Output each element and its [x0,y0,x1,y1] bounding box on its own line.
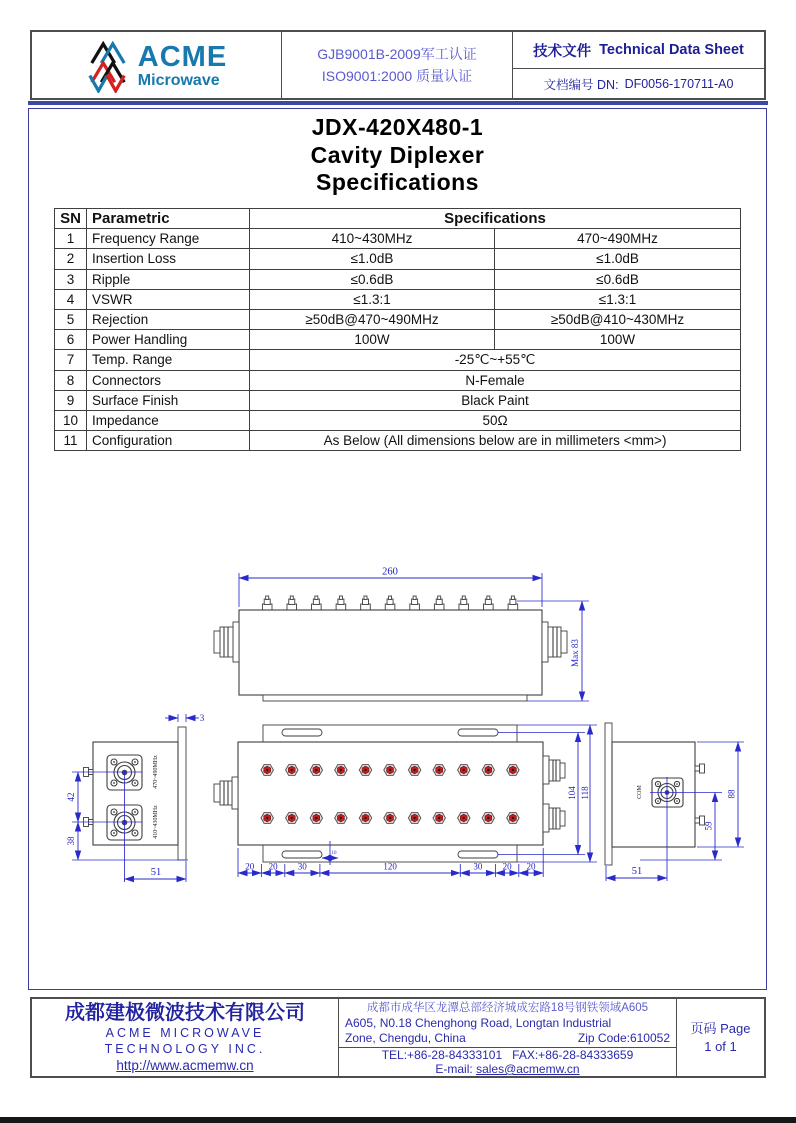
certification-line-2: ISO9001:2000 质量认证 [321,68,473,84]
table-cell: 1 [55,229,87,249]
dim-height-88: 88 [726,789,737,799]
side-view [214,567,589,702]
table-cell: Impedance [87,410,250,430]
footer-tel-email [339,1048,676,1076]
n-connector-out-1 [543,756,565,784]
dim-chain-20c: 20 [502,861,512,872]
table-cell: 10 [55,410,87,430]
table-cell: 100W [495,330,741,350]
table-cell: Connectors [87,370,250,390]
dim-height-104: 104 [567,786,577,800]
table-cell: 11 [55,431,87,451]
page-value: 1 of 1 [704,1038,737,1054]
table-cell: Black Paint [250,390,741,410]
tuning-screw-hex [507,765,519,776]
company-name-en-1: ACME MICROWAVE [105,1025,265,1040]
right-end-view [605,723,744,881]
table-row [55,431,741,451]
website-link[interactable]: http://www.acmemw.cn [116,1057,254,1073]
tuning-screw-hex [458,765,470,776]
table-row [55,390,741,410]
doc-number-row [513,69,764,98]
table-row [55,309,741,329]
table-cell: As Below (All dimensions below are in millimeters <mm>) [250,431,741,451]
dim-width-51-right: 51 [631,866,643,877]
tuning-screw-side [484,596,494,610]
tuning-screw-side [262,596,272,610]
address-zh: 成都市成华区龙潭总部经济城成宏路18号钢铁领域A605 [366,1001,649,1014]
tuning-screw-hex [310,813,322,824]
table-cell: 100W [250,330,495,350]
logo-subtitle: Microwave [137,71,220,89]
plan-view [214,725,597,877]
email-label: E-mail: [435,1062,473,1076]
header-accent-band [28,101,768,105]
table-cell: ≥50dB@470~490MHz [250,309,495,329]
page-title [28,114,767,197]
title-product: Cavity Diplexer [310,141,485,168]
tuning-screw-hex [286,765,298,776]
dim-chain-30a: 30 [297,861,307,872]
tuning-screw-hex [458,813,470,824]
dim-chain-20b: 20 [268,861,278,872]
port-label-470-490: 470~490MHz [153,755,159,789]
tuning-screw-hex [482,813,494,824]
page-label: 页码 Page [690,1020,751,1036]
table-row [55,370,741,390]
table-row [55,269,741,289]
footer-address [339,999,676,1048]
side-view-screws [262,596,517,610]
dim-height-max83: Max 83 [570,639,580,667]
table-cell: Frequency Range [87,229,250,249]
table-cell: 7 [55,350,87,370]
dim-width-51-left: 51 [150,867,162,878]
table-cell: Ripple [87,269,250,289]
doc-number: DF0056-170711-A0 [624,76,734,91]
tuning-screw-hex [408,813,420,824]
zip-code: Zip Code:610052 [577,1030,670,1045]
dim-height-118: 118 [580,786,590,800]
tel-fax-row [339,1048,676,1062]
table-cell: -25℃~+55℃ [250,350,741,370]
dim-chain-20a: 20 [245,861,255,872]
company-name-zh: 成都建极微波技术有限公司 [65,1001,305,1024]
email-row [339,1062,676,1076]
table-cell: 50Ω [250,410,741,430]
dim-plate-3: 3 [199,713,205,723]
doc-title [513,32,764,69]
tuning-screw-side [508,596,518,610]
dim-spacing-42: 42 [66,792,76,802]
tuning-screw-hex [359,765,371,776]
dim-slot: 10 [331,851,337,856]
footer-contact [338,999,677,1076]
logo-brand: ACME [137,40,228,73]
dim-chain-30b: 30 [473,861,483,872]
table-row [55,410,741,430]
left-end-view [66,713,205,882]
page-bottom-edge [0,1117,796,1123]
header [30,30,766,100]
doc-title-zh: 技术文件 [533,43,592,60]
dim-width-260: 260 [382,566,398,578]
table-cell: 9 [55,390,87,410]
title-model: JDX-420X480-1 [311,114,484,140]
table-cell: 8 [55,370,87,390]
table-cell: ≤1.0dB [495,249,741,269]
table-row [55,330,741,350]
port-label-410-430: 410~430MHz [153,805,159,839]
side-screw-icons [84,768,94,827]
col-header-sn: SN [55,209,87,229]
port-label-com: COM [637,785,643,799]
n-connector-right [542,622,567,662]
tuning-screw-hex [433,765,445,776]
certifications [281,32,513,98]
email-link[interactable]: sales@acmemw.cn [476,1062,580,1076]
dim-lower-59: 59 [703,821,714,831]
table-row [55,289,741,309]
tuning-screw-hex [286,813,298,824]
tuning-screw-hex [482,765,494,776]
fax: FAX:+86-28-84333659 [512,1048,634,1062]
table-cell: Surface Finish [87,390,250,410]
table-cell: ≤1.3:1 [495,289,741,309]
n-connector-left [214,622,239,662]
footer [30,997,766,1078]
doc-number-label: 文档编号 DN: [543,77,619,92]
table-row [55,350,741,370]
table-cell: 470~490MHz [495,229,741,249]
address-en-2-row [345,1031,670,1046]
tuning-screw-side [312,596,322,610]
table-cell: 2 [55,249,87,269]
table-cell: 6 [55,330,87,350]
tuning-screw-side [336,596,346,610]
footer-page [677,999,764,1076]
tuning-screw-hex [384,813,396,824]
table-cell: ≥50dB@410~430MHz [495,309,741,329]
table-cell: Configuration [87,431,250,451]
address-en-1: A605, N0.18 Chenghong Road, Longtan Industrial [345,1015,612,1030]
title-doc-type: Specifications [316,169,479,195]
tuning-screw-hex [261,813,273,824]
tuning-screw-side [434,596,444,610]
doc-info [513,32,764,98]
spec-table [54,208,741,451]
tuning-screw-hex [408,765,420,776]
logo-text [138,42,227,89]
certification-line-1: GJB9001B-2009军工认证 [317,46,477,62]
table-cell: 5 [55,309,87,329]
dim-chain-120: 120 [383,861,397,872]
table-row [55,249,741,269]
tuning-screw-hex [359,813,371,824]
side-screw-icons-right [695,764,705,825]
tuning-screw-side [287,596,297,610]
tuning-screw-hex [507,813,519,824]
n-connector-out-2 [543,804,565,832]
dim-chain-20d: 20 [526,861,536,872]
tuning-screw-hex [310,765,322,776]
table-cell: 410~430MHz [250,229,495,249]
outline-drawing [55,560,755,900]
table-row [55,229,741,249]
tuning-screw-side [410,596,420,610]
acme-logo-icon [86,37,130,93]
logo [32,32,281,98]
table-cell: N-Female [250,370,741,390]
tuning-screw-side [361,596,371,610]
table-header-row [55,209,741,229]
tuning-screw-hex [433,813,445,824]
col-header-specifications: Specifications [250,209,741,229]
table-cell: ≤1.3:1 [250,289,495,309]
table-cell: ≤0.6dB [495,269,741,289]
dim-lower-38: 38 [66,836,76,846]
tuning-screw-side [459,596,469,610]
table-cell: 3 [55,269,87,289]
table-cell: Rejection [87,309,250,329]
doc-title-en: Technical Data Sheet [599,42,744,58]
table-cell: Insertion Loss [87,249,250,269]
address-en-2: Zone, Chengdu, China [345,1030,466,1045]
tuning-screw-hex [261,765,273,776]
footer-company [32,999,338,1076]
table-cell: VSWR [87,289,250,309]
tuning-screw-side [385,596,395,610]
company-name-en-2: TECHNOLOGY INC. [104,1041,266,1056]
table-cell: 4 [55,289,87,309]
table-cell: Temp. Range [87,350,250,370]
tel: TEL:+86-28-84333101 [381,1048,503,1062]
table-cell: ≤1.0dB [250,249,495,269]
table-cell: ≤0.6dB [250,269,495,289]
table-cell: Power Handling [87,330,250,350]
tuning-screw-hex [335,813,347,824]
spec-table-body [55,229,741,451]
n-connector-common [214,777,238,809]
tuning-screw-hex [335,765,347,776]
tuning-screw-hex [384,765,396,776]
col-header-parametric: Parametric [87,209,250,229]
